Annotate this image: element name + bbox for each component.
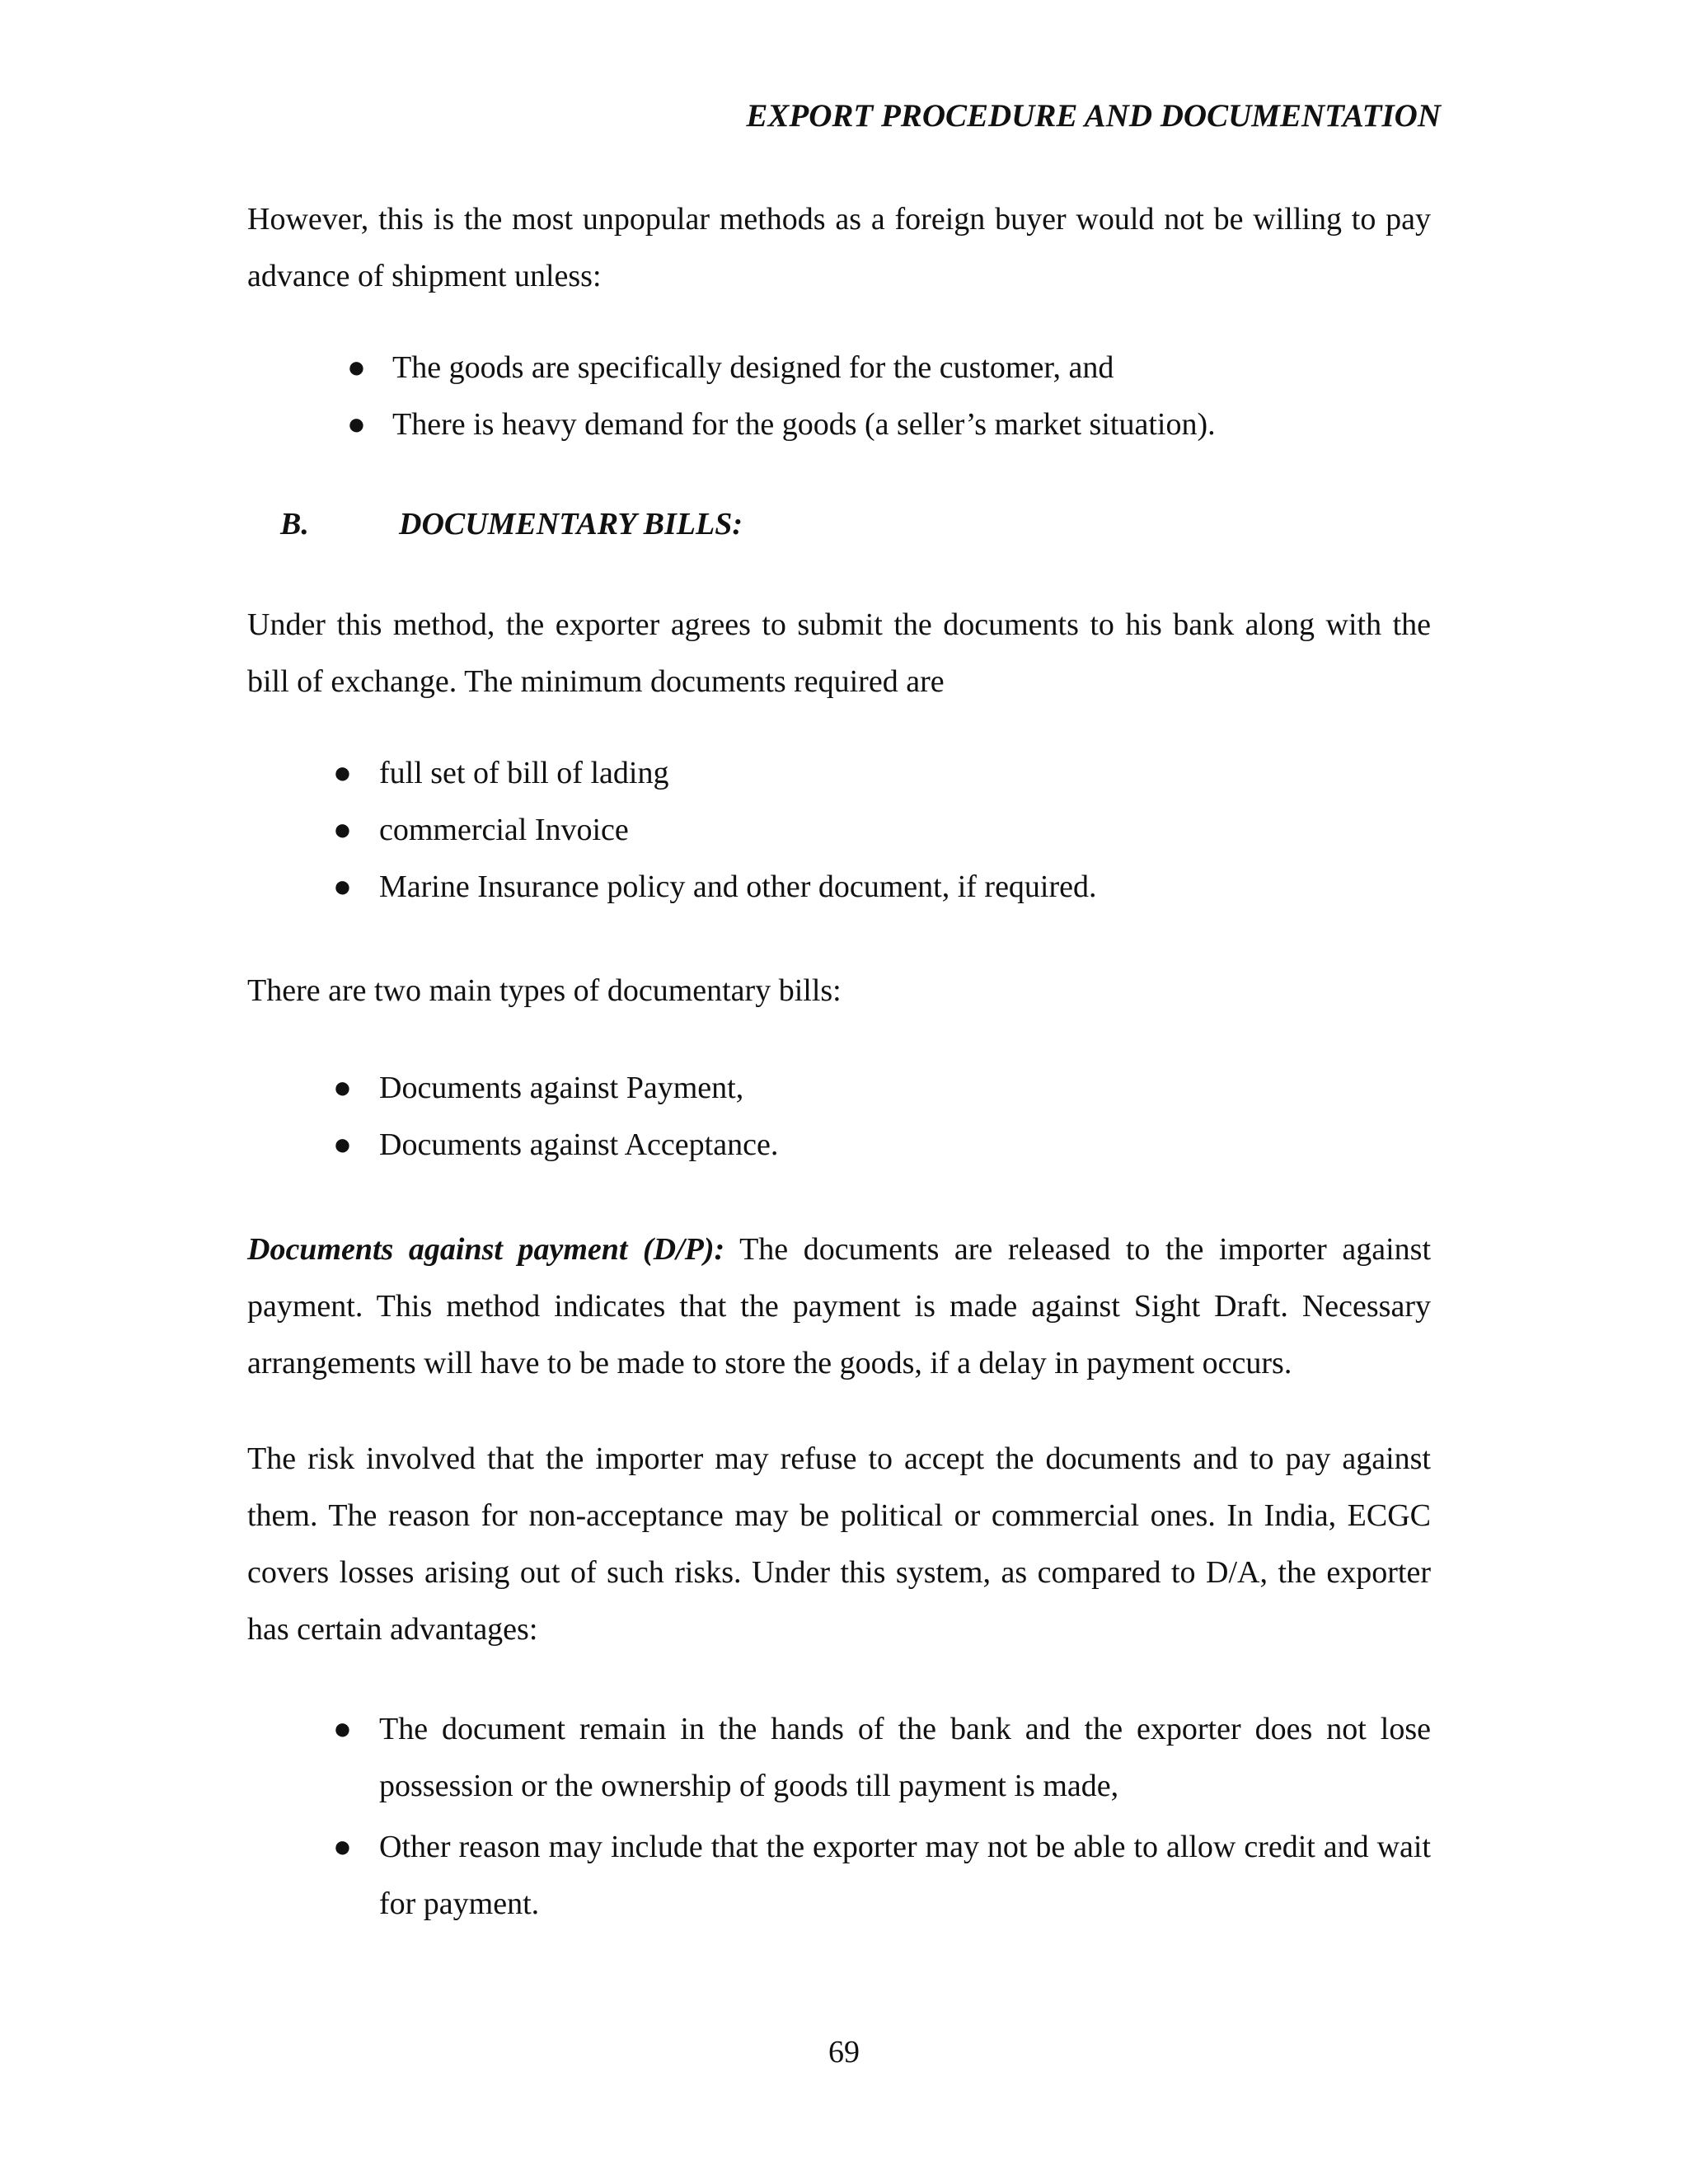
risk-paragraph: The risk involved that the importer may refuse to accept the documents and to pay against them. The reason for non-acceptance may be political or commercial ones. In India, ECGC covers losses arising out of such risks. Under this system, as compared to D/A, the exporter has certain advantages: — [247, 1441, 1431, 1647]
bullet-dot-icon: ● — [333, 756, 352, 790]
list-item — [333, 1060, 1431, 1117]
list-item-text: Other reason may include that the exporter may not be able to allow credit and wait for payment. — [379, 1830, 1431, 1921]
running-header: EXPORT PROCEDURE AND DOCUMENTATION — [746, 98, 1441, 134]
list-item-text: Documents against Payment, — [379, 1071, 744, 1105]
dp-definition: The documents are released to the importer against payment. This method indicates that the payment is made against Sight Draft. Necessary arrangements will have to be made to store the goods, if a delay in payment occurs. — [247, 1232, 1432, 1380]
list-item-text: The document remain in the hands of the bank and the exporter does not lose possession or the ownership of goods till payment is made, — [379, 1712, 1431, 1803]
dp-term: Documents against payment (D/P): — [247, 1232, 725, 1267]
bullet-dot-icon: ● — [333, 1712, 352, 1746]
bullet-dot-icon: ● — [333, 1127, 352, 1162]
list-item — [347, 340, 1431, 396]
list-item — [333, 1819, 1431, 1933]
list-item-text: commercial Invoice — [379, 813, 629, 847]
list-item — [347, 396, 1431, 453]
bullet-dot-icon: ● — [333, 1071, 352, 1105]
section-letter: B. — [280, 507, 309, 541]
bullet-dot-icon: ● — [333, 869, 352, 904]
bullet-dot-icon: ● — [347, 350, 366, 385]
list-item-text: Marine Insurance policy and other document, if required. — [379, 869, 1097, 904]
bill-types-list — [333, 1060, 1431, 1174]
advantages-list — [333, 1701, 1431, 1933]
section-title: DOCUMENTARY BILLS: — [399, 507, 743, 541]
list-item-text: Documents against Acceptance. — [379, 1127, 779, 1162]
list-item — [333, 1117, 1431, 1174]
list-item — [333, 859, 1431, 916]
dp-paragraph — [247, 1221, 1431, 1392]
types-intro: There are two main types of documentary bills: — [247, 973, 842, 1008]
section-b-paragraph: Under this method, the exporter agrees to submit the documents to his bank along with the bill of exchange. The minimum documents required are — [247, 607, 1431, 699]
bullet-dot-icon: ● — [333, 813, 352, 847]
list-item-text: full set of bill of lading — [379, 756, 669, 790]
list-item — [333, 802, 1431, 859]
list-item-text: The goods are specifically designed for the customer, and — [392, 350, 1114, 385]
list-item — [333, 1701, 1431, 1815]
bullet-dot-icon: ● — [333, 1830, 352, 1864]
bullet-dot-icon: ● — [347, 407, 366, 442]
list-item — [333, 745, 1431, 802]
documents-required-list — [333, 745, 1431, 916]
intro-bullet-list — [347, 340, 1431, 453]
page-number: 69 — [828, 2035, 860, 2069]
list-item-text: There is heavy demand for the goods (a seller’s market situation). — [392, 407, 1216, 442]
intro-paragraph: However, this is the most unpopular methods as a foreign buyer would not be willing to pay advance of shipment unless: — [247, 202, 1431, 293]
